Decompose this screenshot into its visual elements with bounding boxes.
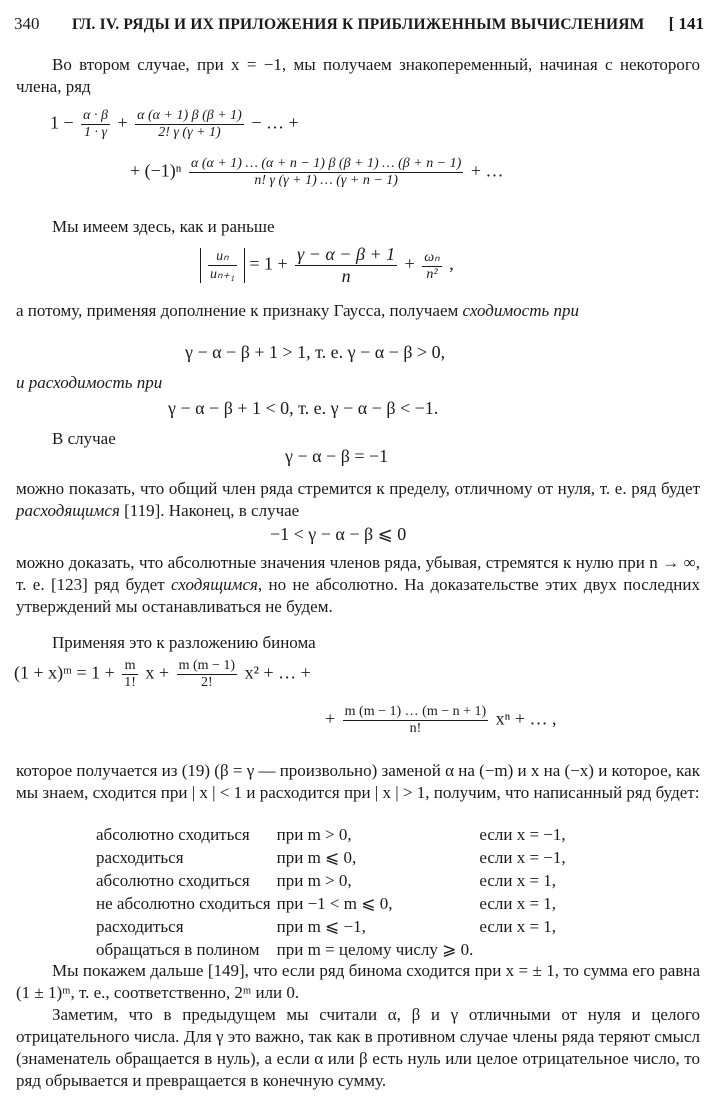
equation-series-line-2: + (−1)ⁿ $\frac{\alpha (\alpha + 1) \dots (\alpha + n - 1) \beta (\beta + 1) \dots (\beta + n - 1)}{n! \gamma (\gamma + 1) \dots (\gamma + n - 1)}$ + … — [130, 156, 504, 188]
paragraph-5: В случае — [52, 429, 116, 448]
case-cond: при m = целому числу ⩾ 0. — [276, 939, 474, 959]
paragraph-1: Во втором случае, при x = −1, мы получаем знакопеременный, начиная с некоторого члена, ряд — [16, 55, 700, 96]
paragraph-11: Заметим, что в предыдущем мы считали α, β и γ отличными от нуля и целого отрицательного числа. Для γ это важно, так как в противном случае члены ряда теряют смысл (знаменатель обращается в нуль), а если α или β есть нуль или целое отрицательное число, то ряд обрывается и превращается в конечную сумму. — [16, 1005, 700, 1090]
case-row — [96, 846, 572, 869]
case-cond: при m ⩽ −1, — [276, 916, 366, 936]
case-extra: если x = 1, — [479, 870, 557, 890]
section-number: [ 141 — [668, 14, 704, 33]
equation-series-line-1: 1 − $\frac{\alpha \cdot \beta}{1 \cdot \gamma}$ + $\frac{\alpha (\alpha + 1) \beta (\beta + 1)}{2! \gamma (\gamma + 1)}$ − … + — [50, 108, 299, 140]
case-extra: если x = 1, — [479, 916, 557, 936]
page-number: 340 — [14, 14, 40, 33]
case-label: не абсолютно сходиться — [96, 893, 271, 913]
paragraph-3: а потому, применяя дополнение к признаку Гаусса, получаем сходимость при — [16, 301, 579, 320]
case-label: абсолютно сходиться — [96, 870, 250, 890]
chapter-title: ГЛ. IV. РЯДЫ И ИХ ПРИЛОЖЕНИЯ К ПРИБЛИЖЕННЫМ ВЫЧИСЛЕНИЯМ — [72, 16, 645, 33]
paragraph-8: Применяя это к разложению бинома — [52, 633, 316, 652]
case-row — [96, 892, 572, 915]
case-extra: если x = 1, — [479, 893, 557, 913]
case-extra: если x = −1, — [479, 847, 566, 867]
convergence-cases-table — [96, 823, 572, 961]
case-row — [96, 869, 572, 892]
case-label: абсолютно сходиться — [96, 824, 250, 844]
equation-binomial-line-1: (1 + x)ᵐ = 1 + $\frac{m}{1!}$ x + $\frac{m (m - 1)}{2!}$ x² + … + — [14, 658, 311, 690]
paragraph-4: и расходимость при — [16, 373, 163, 392]
case-label: расходиться — [96, 916, 184, 936]
equation-case-minus-one: γ − α − β = −1 — [285, 446, 389, 466]
equation-binomial-line-2: + $\frac{m (m - 1) \dots (m - n + 1)}{n!}$ xⁿ + … , — [325, 704, 557, 736]
paragraph-9: которое получается из (19) (β = γ — произвольно) заменой α на (−m) и x на (−x) и которое, как мы знаем, сходится при | x | < 1 и расходится при | x | > 1, получим, что написанный ряд будет: — [16, 761, 700, 802]
case-row — [96, 823, 572, 846]
equation-interval: −1 < γ − α − β ⩽ 0 — [270, 524, 407, 544]
paragraph-7: можно доказать, что абсолютные значения членов ряда, убывая, стремятся к нулю при n → ∞, т. е. [123] ряд будет сходящимся, но не абсолютно. На доказательстве этих двух последних утверждений мы останавливаться не будем. — [16, 553, 700, 616]
case-row — [96, 915, 572, 938]
equation-ratio: $\frac{\text{uₙ}}{\text{uₙ₊₁}}$ = 1 + $\frac{\gamma - \alpha - \beta + 1}{n}$ + $\frac{\text{ωₙ}}{\text{n²}}$ , — [200, 244, 454, 287]
case-row — [96, 938, 572, 961]
paragraph-10: Мы покажем дальше [149], что если ряд бинома сходится при x = ± 1, то сумма его равна (1 ± 1)ᵐ, т. е., соответственно, 2ᵐ или 0. — [16, 961, 700, 1002]
case-extra — [479, 938, 571, 961]
case-cond: при m ⩽ 0, — [276, 847, 357, 867]
running-header — [14, 10, 704, 40]
case-extra: если x = −1, — [479, 824, 566, 844]
case-cond: при −1 < m ⩽ 0, — [276, 893, 393, 913]
equation-divergence: γ − α − β + 1 < 0, т. е. γ − α − β < −1. — [168, 398, 439, 418]
case-label: расходиться — [96, 847, 184, 867]
paragraph-2: Мы имеем здесь, как и раньше — [52, 217, 275, 236]
case-cond: при m > 0, — [276, 824, 352, 844]
equation-convergence: γ − α − β + 1 > 1, т. е. γ − α − β > 0, — [185, 342, 446, 362]
case-label: обращаться в полином — [96, 939, 260, 959]
case-cond: при m > 0, — [276, 870, 352, 890]
paragraph-6: можно показать, что общий член ряда стремится к пределу, отличному от нуля, т. е. ряд будет расходящимся [119]. Наконец, в случае — [16, 479, 700, 520]
